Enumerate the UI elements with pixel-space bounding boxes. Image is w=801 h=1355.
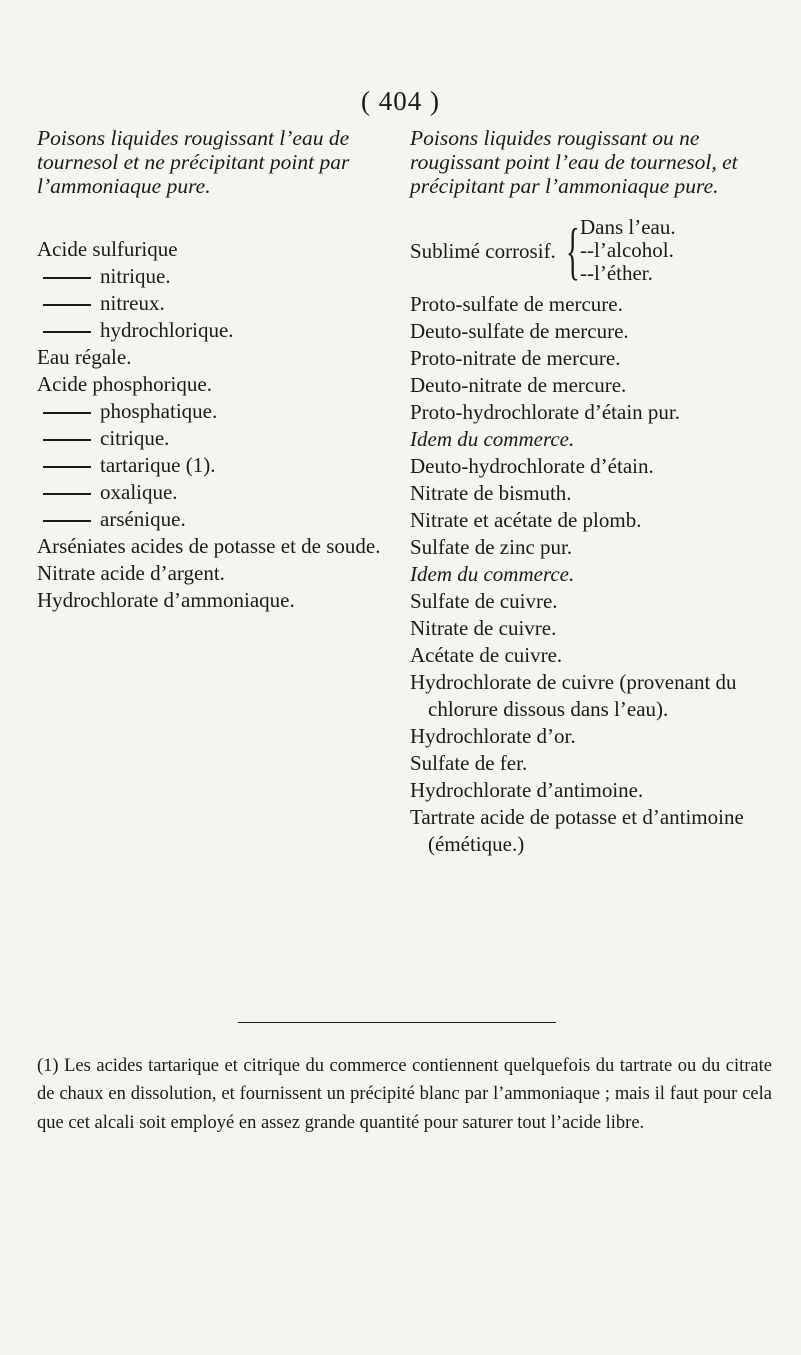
list-item xyxy=(37,290,392,317)
left-column xyxy=(37,126,392,614)
sublime-label: Sublimé corrosif. xyxy=(410,238,556,263)
list-item xyxy=(37,587,392,614)
page-number: ( 404 ) xyxy=(361,86,440,116)
list-item: Nitrate de bismuth. xyxy=(410,481,572,505)
list-item-text: phosphatique. xyxy=(100,399,218,423)
right-column xyxy=(410,126,770,858)
ditto-dash xyxy=(43,493,91,495)
list-item-text: nitreux. xyxy=(100,291,165,315)
list-item-text: oxalique. xyxy=(100,480,178,504)
list-item-text: hydrochlorique. xyxy=(100,318,234,342)
sublime-corrosif-entry xyxy=(410,216,770,285)
list-item xyxy=(37,344,392,371)
ditto-dash xyxy=(43,520,91,522)
left-column-heading: Poisons liquides rougissant l’eau de tournesol et ne précipitant point par l’ammoniaque pure. xyxy=(37,126,350,198)
list-item: Proto-nitrate de mercure. xyxy=(410,346,621,370)
ditto-dash xyxy=(43,331,91,333)
list-item: Hydrochlorate d’or. xyxy=(410,724,576,748)
list-item: Deuto-hydrochlorate d’étain. xyxy=(410,454,654,478)
list-item: Tartrate acide de potasse et d’antimoine (émétique.) xyxy=(410,805,744,856)
list-item xyxy=(37,398,392,425)
list-item: Deuto-nitrate de mercure. xyxy=(410,373,627,397)
list-item xyxy=(37,236,392,263)
list-item: Acétate de cuivre. xyxy=(410,643,563,667)
ditto-dash xyxy=(43,304,91,306)
list-item-text: Hydrochlorate d’ammoniaque. xyxy=(37,588,295,612)
list-item xyxy=(37,452,392,479)
ditto-dash xyxy=(43,439,91,441)
list-item: Hydrochlorate d’antimoine. xyxy=(410,778,644,802)
list-item: Idem du commerce. xyxy=(410,562,575,586)
list-item-text: citrique. xyxy=(100,426,170,450)
list-item-text: Nitrate acide d’argent. xyxy=(37,561,225,585)
sublime-solvents xyxy=(580,216,676,285)
list-item: Sulfate de cuivre. xyxy=(410,589,558,613)
list-item: Sulfate de zinc pur. xyxy=(410,535,573,559)
ditto-dash xyxy=(43,466,91,468)
list-item xyxy=(37,317,392,344)
ditto-dash xyxy=(43,277,91,279)
list-item xyxy=(37,371,392,398)
list-item-text: nitrique. xyxy=(100,264,171,288)
footnote: (1) Les acides tartarique et citrique du commerce contiennent quelquefois du tartrate ou du citrate de chaux en dissolution, et fournissent un précipité blanc par l’ammoniaque ; mais il faut pour cela que cet alcali soit employé en assez grande quantité pour saturer tout l’acide libre. xyxy=(37,1055,772,1133)
list-item-text: Acide phosphorique. xyxy=(37,372,212,396)
ditto-dash xyxy=(43,412,91,414)
left-poison-list xyxy=(37,236,392,614)
list-item-text: arsénique. xyxy=(100,507,186,531)
list-item: Idem du commerce. xyxy=(410,427,575,451)
list-item: Nitrate de cuivre. xyxy=(410,616,557,640)
right-poison-list xyxy=(410,291,770,858)
solvent-ether: --l’éther. xyxy=(580,261,653,285)
list-item: Proto-sulfate de mercure. xyxy=(410,292,623,316)
list-item: Hydrochlorate de cuivre (provenant du chlorure dissous dans l’eau). xyxy=(410,670,737,721)
right-column-heading: Poisons liquides rougissant ou ne rougissant point l’eau de tournesol, et précipitant par l’ammoniaque pure. xyxy=(410,126,738,198)
list-item: Proto-hydrochlorate d’étain pur. xyxy=(410,400,681,424)
solvent-alcohol: --l’alcohol. xyxy=(580,238,674,262)
list-item: Sulfate de fer. xyxy=(410,751,528,775)
list-item xyxy=(37,263,392,290)
list-item: Deuto-sulfate de mercure. xyxy=(410,319,629,343)
list-item-text: tartarique (1). xyxy=(100,453,216,477)
list-item xyxy=(37,425,392,452)
list-item xyxy=(37,560,392,587)
brace-icon: { xyxy=(565,214,580,286)
list-item xyxy=(37,506,392,533)
list-item xyxy=(37,479,392,506)
list-item xyxy=(37,533,392,560)
footnote-rule xyxy=(238,1022,556,1023)
list-item-text: Acide sulfurique xyxy=(37,237,178,261)
solvent-water: Dans l’eau. xyxy=(580,215,676,239)
list-item-text: Arséniates acides de potasse et de soude. xyxy=(37,534,381,558)
list-item-text: Eau régale. xyxy=(37,345,132,369)
list-item: Nitrate et acétate de plomb. xyxy=(410,508,642,532)
